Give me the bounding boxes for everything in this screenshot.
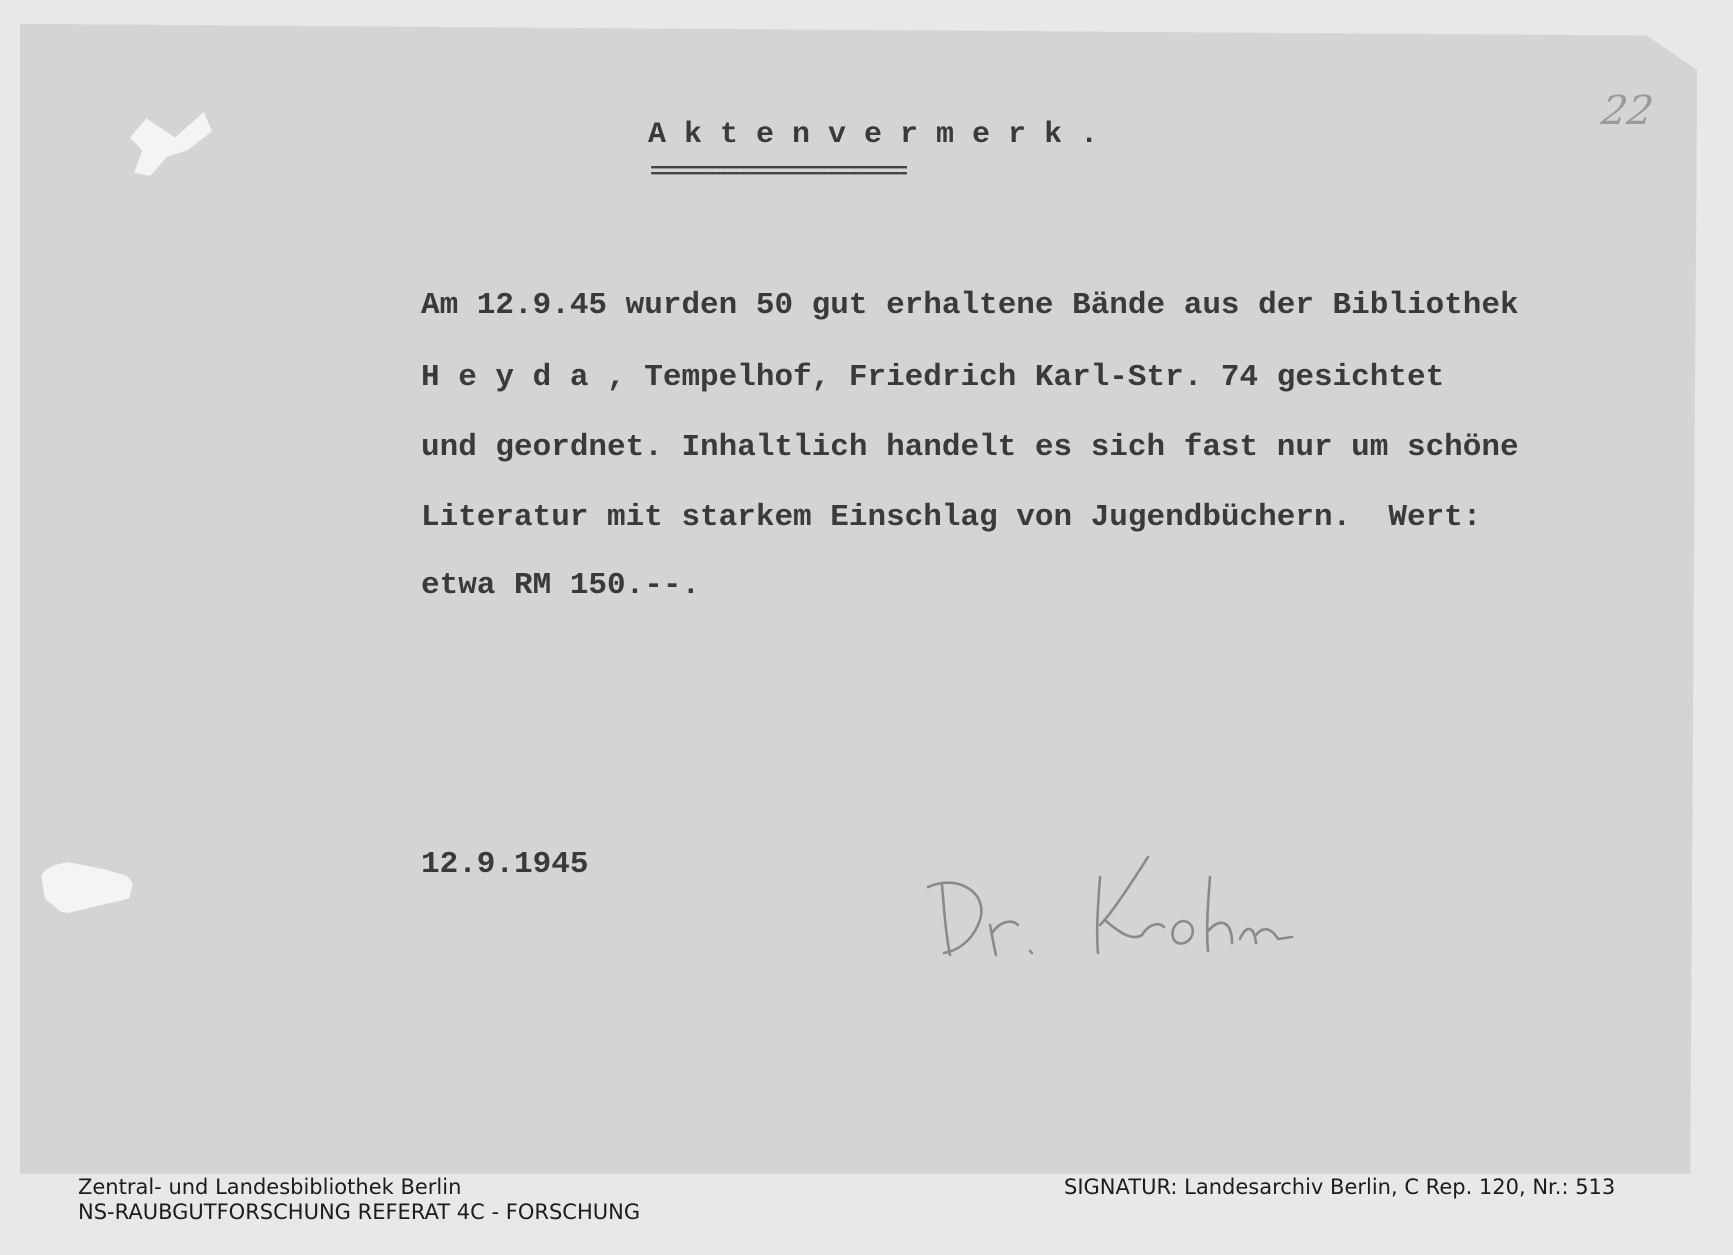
footer-institution	[78, 1175, 640, 1225]
document-title: A k t e n v e r m e r k .	[648, 118, 1099, 152]
document-date: 12.9.1945	[421, 847, 589, 882]
body-line-5: etwa RM 150.--.	[421, 568, 701, 603]
handwritten-signature	[920, 855, 1340, 965]
title-underline: =========================	[650, 160, 906, 185]
body-line-4: Literatur mit starkem Einschlag von Jugendbüchern. Wert:	[421, 500, 1482, 535]
document-card	[20, 24, 1697, 1174]
body-line-2: H e y d a , Tempelhof, Friedrich Karl-Str. 74 gesichtet	[421, 360, 1445, 395]
body-line-1: Am 12.9.45 wurden 50 gut erhaltene Bände aus der Bibliothek	[421, 288, 1519, 323]
footer-department: NS-RAUBGUTFORSCHUNG REFERAT 4C - FORSCHUNG	[78, 1200, 641, 1224]
footer-signature-ref: SIGNATUR: Landesarchiv Berlin, C Rep. 120, Nr.: 513	[1064, 1175, 1616, 1199]
body-line-3: und geordnet. Inhaltlich handelt es sich fast nur um schöne	[421, 430, 1519, 465]
folio-number: 22	[1598, 88, 1657, 134]
footer-institution-name: Zentral- und Landesbibliothek Berlin	[78, 1175, 462, 1199]
